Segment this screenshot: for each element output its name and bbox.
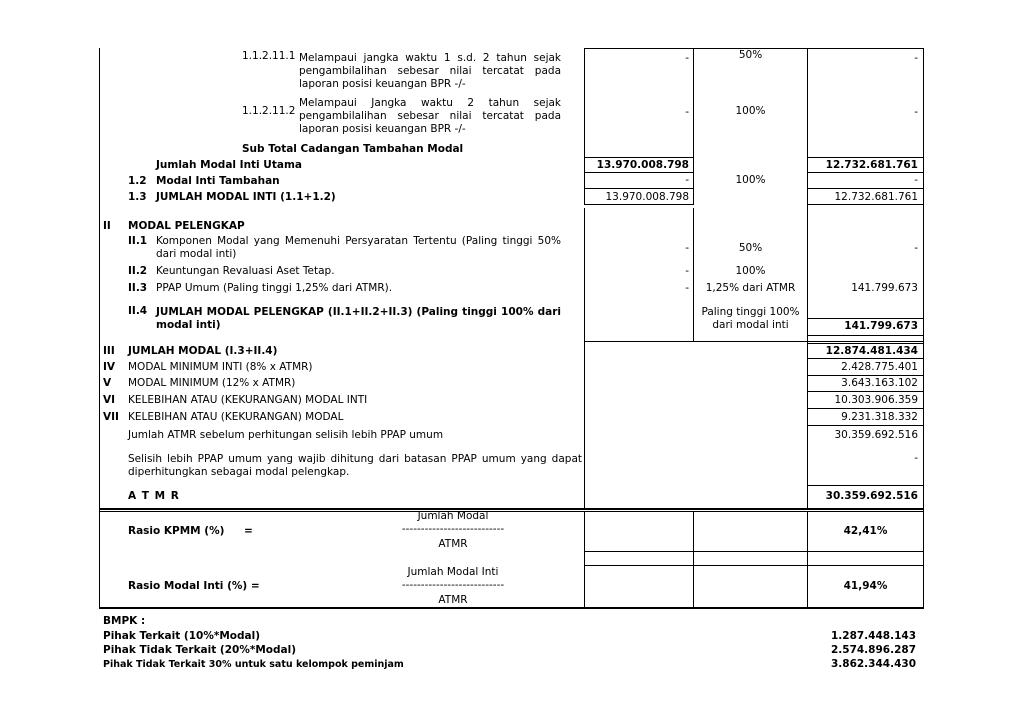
row-1-1-2-11-1-v2: - — [914, 52, 918, 64]
rasio-modal-inti-label: Rasio Modal Inti (%) = — [128, 580, 260, 592]
row-II-label: MODAL PELENGKAP — [128, 220, 245, 232]
row-VII-code: VII — [103, 411, 119, 423]
row-II-3-v1: - — [685, 282, 689, 294]
bmpk-item-label: Pihak Tidak Terkait (20%*Modal) — [103, 644, 296, 656]
bmpk-title: BMPK : — [103, 615, 146, 627]
row-VI-v2: 10.303.906.359 — [834, 394, 918, 406]
row-II-3-label: PPAP Umum (Paling tinggi 1,25% dari ATMR). — [156, 282, 393, 294]
jumlah-modal-inti-utama-v1: 13.970.008.798 — [596, 159, 689, 171]
row-VII-v2: 9.231.318.332 — [841, 411, 918, 423]
rasio-modal-inti-value: 41,94% — [843, 580, 888, 592]
row-II-2-pct: 100% — [735, 265, 766, 277]
row-V-code: V — [103, 377, 112, 389]
row-III-code: III — [103, 345, 115, 357]
selisih-value: - — [914, 452, 918, 464]
row-1-1-2-11-2-pct: 100% — [735, 105, 766, 117]
row-IV-v2: 2.428.775.401 — [841, 361, 918, 373]
row-V-label: MODAL MINIMUM (12% x ATMR) — [128, 377, 296, 389]
row-1-2-label: Modal Inti Tambahan — [156, 175, 280, 187]
row-II-code: II — [103, 220, 111, 232]
atmr-before-value: 30.359.692.516 — [834, 429, 918, 441]
bmpk-item-value: 1.287.448.143 — [830, 630, 916, 642]
row-1-2-v2: - — [914, 174, 918, 186]
row-II-4-v2: 141.799.673 — [844, 320, 918, 332]
row-II-4-desc: JUMLAH MODAL PELENGKAP (II.1+II.2+II.3) (Paling tinggi 100% dari modal inti) — [156, 306, 561, 331]
row-II-1-v1: - — [685, 242, 689, 254]
rasio-modal-inti-numerator: Jumlah Modal Inti — [407, 566, 499, 578]
row-1-1-2-11-1-code: 1.1.2.11.1 — [242, 50, 296, 62]
row-1-2-pct: 100% — [735, 174, 766, 186]
row-1-2-code: 1.2 — [128, 175, 147, 187]
bmpk-item-label: Pihak Terkait (10%*Modal) — [103, 630, 260, 642]
bmpk-item-value: 2.574.896.287 — [830, 644, 916, 656]
row-II-3-code: II.3 — [128, 282, 148, 294]
row-1-3-code: 1.3 — [128, 191, 147, 203]
row-VI-label: KELEBIHAN ATAU (KEKURANGAN) MODAL INTI — [128, 394, 368, 406]
row-II-2-v1: - — [685, 265, 689, 277]
rasio-modal-inti-divider: --------------------------- — [401, 579, 505, 591]
bmpk-item-value: 3.862.344.430 — [830, 658, 916, 670]
row-1-2-v1: - — [685, 174, 689, 186]
row-II-2-label: Keuntungan Revaluasi Aset Tetap. — [156, 265, 335, 277]
row-III-v2: 12.874.481.434 — [825, 345, 918, 357]
selisih-desc: Selisih lebih PPAP umum yang wajib dihitung dari batasan PPAP umum yang dapat diperhitungkan sebagai modal pelengkap. — [128, 453, 582, 478]
atmr-value: 30.359.692.516 — [825, 490, 918, 502]
row-II-2-code: II.2 — [128, 265, 148, 277]
row-III-label: JUMLAH MODAL (I.3+II.4) — [128, 345, 278, 357]
row-II-1-code: II.1 — [128, 235, 148, 247]
row-VI-code: VI — [103, 394, 116, 406]
rasio-kpmm-eq: = — [244, 525, 253, 537]
row-1-3-v2: 12.732.681.761 — [834, 191, 918, 203]
row-II-3-pct: 1,25% dari ATMR — [705, 282, 796, 294]
row-V-v2: 3.643.163.102 — [841, 377, 918, 389]
jumlah-modal-inti-utama-label: Jumlah Modal Inti Utama — [156, 159, 302, 171]
row-IV-code: IV — [103, 361, 116, 373]
row-1-1-2-11-2-code: 1.1.2.11.2 — [242, 105, 296, 117]
row-1-1-2-11-2-v1: - — [685, 106, 689, 118]
atmr-label: A T M R — [128, 490, 180, 502]
row-1-3-v1: 13.970.008.798 — [605, 191, 689, 203]
row-1-1-2-11-1-pct: 50% — [738, 49, 763, 61]
rasio-kpmm-label: Rasio KPMM (%) — [128, 525, 225, 537]
rasio-kpmm-value: 42,41% — [843, 525, 888, 537]
sub-total-label: Sub Total Cadangan Tambahan Modal — [242, 143, 464, 155]
rasio-kpmm-denominator: ATMR — [438, 538, 468, 550]
rasio-kpmm-divider: --------------------------- — [401, 523, 505, 535]
rasio-modal-inti-denominator: ATMR — [438, 594, 468, 606]
rasio-kpmm-numerator: Jumlah Modal — [417, 510, 489, 522]
row-VII-label: KELEBIHAN ATAU (KEKURANGAN) MODAL — [128, 411, 344, 423]
row-II-1-pct: 50% — [738, 242, 763, 254]
atmr-before-label: Jumlah ATMR sebelum perhitungan selisih lebih PPAP umum — [128, 429, 444, 441]
row-1-1-2-11-1-v1: - — [685, 52, 689, 64]
jumlah-modal-inti-utama-v2: 12.732.681.761 — [825, 159, 918, 171]
row-1-3-label: JUMLAH MODAL INTI (1.1+1.2) — [156, 191, 336, 203]
row-1-1-2-11-2-desc: Melampaui Jangka waktu 2 tahun sejak pengambilalihan sebesar nilai tercatat pada laporan posisi keuangan BPR -/- — [299, 97, 561, 135]
row-II-4-pct: Paling tinggi 100% dari modal inti — [701, 306, 800, 331]
bmpk-item-label: Pihak Tidak Terkait 30% untuk satu kelompok peminjam — [103, 659, 404, 670]
row-1-1-2-11-2-v2: - — [914, 106, 918, 118]
row-II-4-code: II.4 — [128, 305, 148, 317]
row-II-1-v2: - — [914, 242, 918, 254]
row-II-1-desc: Komponen Modal yang Memenuhi Persyaratan Tertentu (Paling tinggi 50% dari modal inti) — [156, 235, 561, 260]
row-IV-label: MODAL MINIMUM INTI (8% x ATMR) — [128, 361, 313, 373]
row-II-3-v2: 141.799.673 — [851, 282, 918, 294]
row-1-1-2-11-1-desc: Melampaui jangka waktu 1 s.d. 2 tahun sejak pengambilalihan sebesar nilai tercatat pada laporan posisi keuangan BPR -/- — [299, 52, 561, 90]
